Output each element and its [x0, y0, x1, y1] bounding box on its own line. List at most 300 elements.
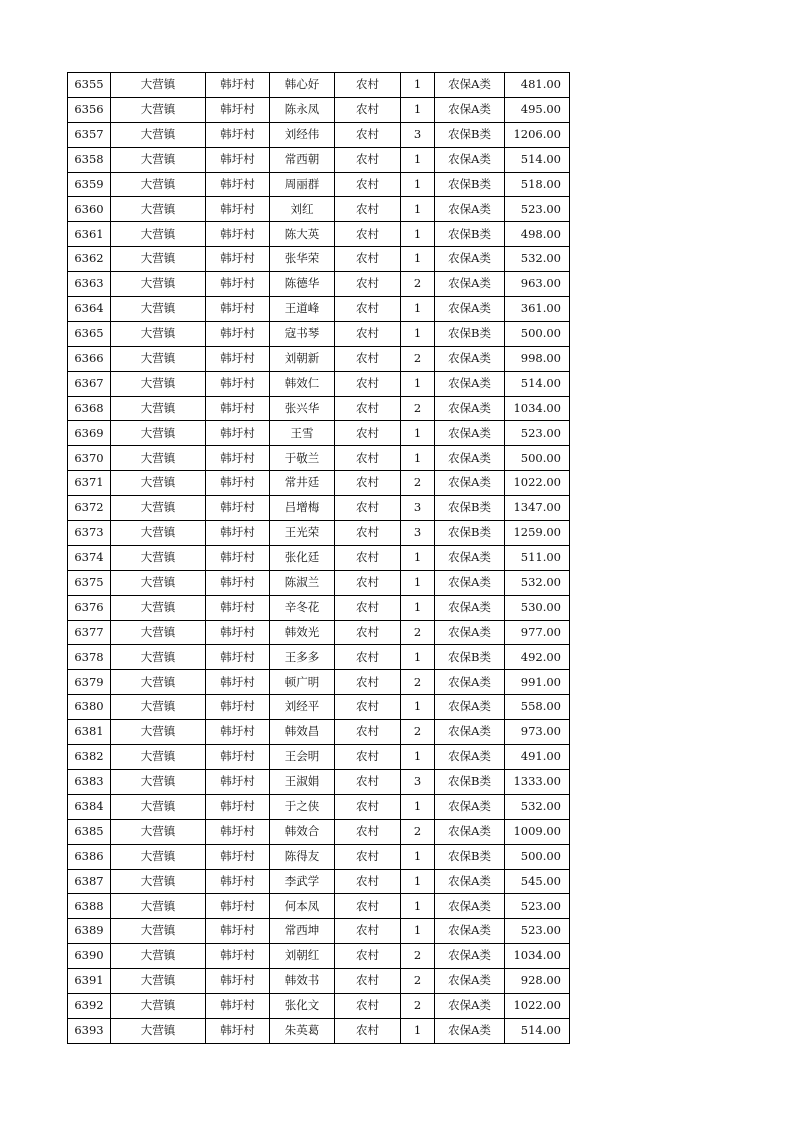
amount-cell: 523.00	[505, 919, 570, 944]
area-type-cell: 农村	[335, 844, 401, 869]
area-type-cell: 农村	[335, 969, 401, 994]
name-cell: 陈永凤	[270, 97, 335, 122]
village-cell: 韩圩村	[206, 396, 270, 421]
category-cell: 农保A类	[435, 371, 505, 396]
category-cell: 农保A类	[435, 695, 505, 720]
category-cell: 农保A类	[435, 147, 505, 172]
area-type-cell: 农村	[335, 147, 401, 172]
household-size-cell: 1	[401, 1018, 435, 1043]
area-type-cell: 农村	[335, 570, 401, 595]
town-cell: 大营镇	[111, 794, 206, 819]
serial-number-cell: 6362	[68, 247, 111, 272]
household-size-cell: 1	[401, 595, 435, 620]
serial-number-cell: 6364	[68, 297, 111, 322]
village-cell: 韩圩村	[206, 321, 270, 346]
village-cell: 韩圩村	[206, 197, 270, 222]
area-type-cell: 农村	[335, 496, 401, 521]
amount-cell: 481.00	[505, 73, 570, 98]
serial-number-cell: 6357	[68, 122, 111, 147]
household-size-cell: 1	[401, 73, 435, 98]
table-row	[68, 73, 570, 98]
household-size-cell: 2	[401, 944, 435, 969]
table-row	[68, 97, 570, 122]
village-cell: 韩圩村	[206, 521, 270, 546]
household-size-cell: 3	[401, 496, 435, 521]
table-row	[68, 869, 570, 894]
serial-number-cell: 6378	[68, 645, 111, 670]
town-cell: 大营镇	[111, 844, 206, 869]
table-row	[68, 297, 570, 322]
household-size-cell: 1	[401, 197, 435, 222]
table-row	[68, 122, 570, 147]
category-cell: 农保A类	[435, 297, 505, 322]
village-cell: 韩圩村	[206, 794, 270, 819]
household-size-cell: 2	[401, 969, 435, 994]
table-row	[68, 645, 570, 670]
serial-number-cell: 6384	[68, 794, 111, 819]
table-row	[68, 969, 570, 994]
household-size-cell: 1	[401, 919, 435, 944]
household-size-cell: 1	[401, 172, 435, 197]
town-cell: 大营镇	[111, 869, 206, 894]
household-size-cell: 1	[401, 645, 435, 670]
category-cell: 农保A类	[435, 97, 505, 122]
table-row	[68, 421, 570, 446]
town-cell: 大营镇	[111, 222, 206, 247]
amount-cell: 977.00	[505, 620, 570, 645]
household-size-cell: 3	[401, 122, 435, 147]
town-cell: 大营镇	[111, 471, 206, 496]
area-type-cell: 农村	[335, 446, 401, 471]
household-size-cell: 1	[401, 446, 435, 471]
town-cell: 大营镇	[111, 73, 206, 98]
town-cell: 大营镇	[111, 894, 206, 919]
area-type-cell: 农村	[335, 297, 401, 322]
serial-number-cell: 6383	[68, 769, 111, 794]
category-cell: 农保B类	[435, 172, 505, 197]
category-cell: 农保A类	[435, 446, 505, 471]
amount-cell: 514.00	[505, 147, 570, 172]
amount-cell: 1034.00	[505, 944, 570, 969]
household-size-cell: 1	[401, 97, 435, 122]
amount-cell: 991.00	[505, 670, 570, 695]
serial-number-cell: 6381	[68, 720, 111, 745]
household-size-cell: 1	[401, 894, 435, 919]
name-cell: 刘朝新	[270, 346, 335, 371]
category-cell: 农保A类	[435, 1018, 505, 1043]
village-cell: 韩圩村	[206, 272, 270, 297]
amount-cell: 523.00	[505, 421, 570, 446]
amount-cell: 558.00	[505, 695, 570, 720]
town-cell: 大营镇	[111, 745, 206, 770]
category-cell: 农保A类	[435, 421, 505, 446]
household-size-cell: 2	[401, 670, 435, 695]
serial-number-cell: 6359	[68, 172, 111, 197]
household-size-cell: 2	[401, 993, 435, 1018]
amount-cell: 1009.00	[505, 819, 570, 844]
town-cell: 大营镇	[111, 969, 206, 994]
household-size-cell: 1	[401, 321, 435, 346]
name-cell: 张华荣	[270, 247, 335, 272]
category-cell: 农保A类	[435, 993, 505, 1018]
name-cell: 常井廷	[270, 471, 335, 496]
household-size-cell: 1	[401, 421, 435, 446]
household-size-cell: 2	[401, 720, 435, 745]
town-cell: 大营镇	[111, 670, 206, 695]
serial-number-cell: 6390	[68, 944, 111, 969]
town-cell: 大营镇	[111, 570, 206, 595]
household-size-cell: 1	[401, 545, 435, 570]
town-cell: 大营镇	[111, 993, 206, 1018]
name-cell: 韩心好	[270, 73, 335, 98]
village-cell: 韩圩村	[206, 371, 270, 396]
area-type-cell: 农村	[335, 73, 401, 98]
category-cell: 农保A类	[435, 346, 505, 371]
serial-number-cell: 6385	[68, 819, 111, 844]
serial-number-cell: 6360	[68, 197, 111, 222]
category-cell: 农保A类	[435, 745, 505, 770]
amount-cell: 492.00	[505, 645, 570, 670]
area-type-cell: 农村	[335, 346, 401, 371]
village-cell: 韩圩村	[206, 421, 270, 446]
table-row	[68, 993, 570, 1018]
serial-number-cell: 6373	[68, 521, 111, 546]
category-cell: 农保A类	[435, 819, 505, 844]
amount-cell: 928.00	[505, 969, 570, 994]
area-type-cell: 农村	[335, 471, 401, 496]
area-type-cell: 农村	[335, 695, 401, 720]
category-cell: 农保B类	[435, 321, 505, 346]
household-size-cell: 2	[401, 819, 435, 844]
household-size-cell: 1	[401, 745, 435, 770]
area-type-cell: 农村	[335, 819, 401, 844]
household-size-cell: 1	[401, 844, 435, 869]
household-size-cell: 1	[401, 247, 435, 272]
town-cell: 大营镇	[111, 545, 206, 570]
serial-number-cell: 6391	[68, 969, 111, 994]
household-size-cell: 2	[401, 396, 435, 421]
serial-number-cell: 6374	[68, 545, 111, 570]
name-cell: 顿广明	[270, 670, 335, 695]
category-cell: 农保A类	[435, 969, 505, 994]
town-cell: 大营镇	[111, 321, 206, 346]
town-cell: 大营镇	[111, 122, 206, 147]
household-size-cell: 2	[401, 471, 435, 496]
name-cell: 张兴华	[270, 396, 335, 421]
village-cell: 韩圩村	[206, 471, 270, 496]
table-row	[68, 147, 570, 172]
serial-number-cell: 6376	[68, 595, 111, 620]
table-row	[68, 819, 570, 844]
town-cell: 大营镇	[111, 247, 206, 272]
serial-number-cell: 6363	[68, 272, 111, 297]
table-row	[68, 944, 570, 969]
name-cell: 于敬兰	[270, 446, 335, 471]
category-cell: 农保A类	[435, 471, 505, 496]
town-cell: 大营镇	[111, 1018, 206, 1043]
area-type-cell: 农村	[335, 521, 401, 546]
table-row	[68, 570, 570, 595]
name-cell: 辛冬花	[270, 595, 335, 620]
table-row	[68, 172, 570, 197]
name-cell: 王会明	[270, 745, 335, 770]
category-cell: 农保A类	[435, 272, 505, 297]
household-size-cell: 1	[401, 794, 435, 819]
town-cell: 大营镇	[111, 297, 206, 322]
town-cell: 大营镇	[111, 197, 206, 222]
name-cell: 刘经伟	[270, 122, 335, 147]
amount-cell: 532.00	[505, 570, 570, 595]
area-type-cell: 农村	[335, 1018, 401, 1043]
serial-number-cell: 6388	[68, 894, 111, 919]
serial-number-cell: 6369	[68, 421, 111, 446]
name-cell: 韩效昌	[270, 720, 335, 745]
village-cell: 韩圩村	[206, 247, 270, 272]
serial-number-cell: 6361	[68, 222, 111, 247]
town-cell: 大营镇	[111, 645, 206, 670]
town-cell: 大营镇	[111, 172, 206, 197]
area-type-cell: 农村	[335, 944, 401, 969]
village-cell: 韩圩村	[206, 545, 270, 570]
amount-cell: 511.00	[505, 545, 570, 570]
village-cell: 韩圩村	[206, 73, 270, 98]
name-cell: 张化廷	[270, 545, 335, 570]
household-size-cell: 1	[401, 147, 435, 172]
table-row	[68, 247, 570, 272]
category-cell: 农保A类	[435, 720, 505, 745]
amount-cell: 532.00	[505, 794, 570, 819]
category-cell: 农保A类	[435, 197, 505, 222]
household-size-cell: 1	[401, 297, 435, 322]
data-table	[67, 72, 570, 1044]
village-cell: 韩圩村	[206, 122, 270, 147]
serial-number-cell: 6393	[68, 1018, 111, 1043]
serial-number-cell: 6389	[68, 919, 111, 944]
village-cell: 韩圩村	[206, 844, 270, 869]
area-type-cell: 农村	[335, 122, 401, 147]
name-cell: 朱英葛	[270, 1018, 335, 1043]
village-cell: 韩圩村	[206, 819, 270, 844]
name-cell: 王雪	[270, 421, 335, 446]
serial-number-cell: 6365	[68, 321, 111, 346]
table-row	[68, 695, 570, 720]
amount-cell: 545.00	[505, 869, 570, 894]
name-cell: 陈淑兰	[270, 570, 335, 595]
town-cell: 大营镇	[111, 819, 206, 844]
name-cell: 韩效书	[270, 969, 335, 994]
household-size-cell: 1	[401, 371, 435, 396]
village-cell: 韩圩村	[206, 919, 270, 944]
name-cell: 刘经平	[270, 695, 335, 720]
amount-cell: 495.00	[505, 97, 570, 122]
village-cell: 韩圩村	[206, 620, 270, 645]
area-type-cell: 农村	[335, 794, 401, 819]
table-row	[68, 446, 570, 471]
amount-cell: 1022.00	[505, 471, 570, 496]
category-cell: 农保A类	[435, 545, 505, 570]
area-type-cell: 农村	[335, 869, 401, 894]
village-cell: 韩圩村	[206, 496, 270, 521]
serial-number-cell: 6387	[68, 869, 111, 894]
table-row	[68, 371, 570, 396]
town-cell: 大营镇	[111, 769, 206, 794]
village-cell: 韩圩村	[206, 147, 270, 172]
name-cell: 常西坤	[270, 919, 335, 944]
category-cell: 农保B类	[435, 769, 505, 794]
table-row	[68, 272, 570, 297]
amount-cell: 514.00	[505, 1018, 570, 1043]
table-row	[68, 620, 570, 645]
category-cell: 农保A类	[435, 396, 505, 421]
category-cell: 农保A类	[435, 869, 505, 894]
name-cell: 陈得友	[270, 844, 335, 869]
town-cell: 大营镇	[111, 147, 206, 172]
table-row	[68, 595, 570, 620]
area-type-cell: 农村	[335, 769, 401, 794]
serial-number-cell: 6379	[68, 670, 111, 695]
village-cell: 韩圩村	[206, 944, 270, 969]
area-type-cell: 农村	[335, 745, 401, 770]
category-cell: 农保A类	[435, 944, 505, 969]
name-cell: 韩效仁	[270, 371, 335, 396]
area-type-cell: 农村	[335, 595, 401, 620]
name-cell: 韩效光	[270, 620, 335, 645]
village-cell: 韩圩村	[206, 570, 270, 595]
amount-cell: 500.00	[505, 446, 570, 471]
town-cell: 大营镇	[111, 496, 206, 521]
serial-number-cell: 6368	[68, 396, 111, 421]
area-type-cell: 农村	[335, 993, 401, 1018]
amount-cell: 1347.00	[505, 496, 570, 521]
village-cell: 韩圩村	[206, 670, 270, 695]
serial-number-cell: 6375	[68, 570, 111, 595]
category-cell: 农保B类	[435, 844, 505, 869]
town-cell: 大营镇	[111, 521, 206, 546]
area-type-cell: 农村	[335, 321, 401, 346]
table-row	[68, 844, 570, 869]
household-size-cell: 1	[401, 695, 435, 720]
table-row	[68, 720, 570, 745]
name-cell: 张化文	[270, 993, 335, 1018]
town-cell: 大营镇	[111, 720, 206, 745]
amount-cell: 500.00	[505, 844, 570, 869]
name-cell: 王光荣	[270, 521, 335, 546]
table-row	[68, 745, 570, 770]
amount-cell: 514.00	[505, 371, 570, 396]
name-cell: 王道峰	[270, 297, 335, 322]
area-type-cell: 农村	[335, 720, 401, 745]
serial-number-cell: 6392	[68, 993, 111, 1018]
area-type-cell: 农村	[335, 371, 401, 396]
category-cell: 农保A类	[435, 670, 505, 695]
table-row	[68, 1018, 570, 1043]
amount-cell: 998.00	[505, 346, 570, 371]
category-cell: 农保B类	[435, 645, 505, 670]
village-cell: 韩圩村	[206, 645, 270, 670]
category-cell: 农保A类	[435, 595, 505, 620]
name-cell: 常西朝	[270, 147, 335, 172]
household-size-cell: 3	[401, 521, 435, 546]
area-type-cell: 农村	[335, 670, 401, 695]
name-cell: 周丽群	[270, 172, 335, 197]
category-cell: 农保A类	[435, 247, 505, 272]
area-type-cell: 农村	[335, 197, 401, 222]
table-row	[68, 894, 570, 919]
category-cell: 农保B类	[435, 222, 505, 247]
category-cell: 农保B类	[435, 122, 505, 147]
amount-cell: 1206.00	[505, 122, 570, 147]
town-cell: 大营镇	[111, 421, 206, 446]
serial-number-cell: 6367	[68, 371, 111, 396]
category-cell: 农保A类	[435, 794, 505, 819]
town-cell: 大营镇	[111, 371, 206, 396]
area-type-cell: 农村	[335, 545, 401, 570]
village-cell: 韩圩村	[206, 222, 270, 247]
area-type-cell: 农村	[335, 97, 401, 122]
serial-number-cell: 6370	[68, 446, 111, 471]
amount-cell: 1034.00	[505, 396, 570, 421]
town-cell: 大营镇	[111, 620, 206, 645]
table-row	[68, 496, 570, 521]
table-row	[68, 794, 570, 819]
village-cell: 韩圩村	[206, 172, 270, 197]
village-cell: 韩圩村	[206, 720, 270, 745]
name-cell: 吕增梅	[270, 496, 335, 521]
table-row	[68, 471, 570, 496]
serial-number-cell: 6366	[68, 346, 111, 371]
amount-cell: 498.00	[505, 222, 570, 247]
household-size-cell: 2	[401, 346, 435, 371]
name-cell: 陈德华	[270, 272, 335, 297]
name-cell: 李武学	[270, 869, 335, 894]
serial-number-cell: 6358	[68, 147, 111, 172]
serial-number-cell: 6377	[68, 620, 111, 645]
area-type-cell: 农村	[335, 894, 401, 919]
household-size-cell: 1	[401, 222, 435, 247]
amount-cell: 963.00	[505, 272, 570, 297]
household-size-cell: 2	[401, 620, 435, 645]
serial-number-cell: 6356	[68, 97, 111, 122]
area-type-cell: 农村	[335, 620, 401, 645]
name-cell: 寇书琴	[270, 321, 335, 346]
village-cell: 韩圩村	[206, 446, 270, 471]
category-cell: 农保A类	[435, 73, 505, 98]
village-cell: 韩圩村	[206, 894, 270, 919]
table-row	[68, 670, 570, 695]
table-row	[68, 396, 570, 421]
amount-cell: 491.00	[505, 745, 570, 770]
village-cell: 韩圩村	[206, 745, 270, 770]
serial-number-cell: 6372	[68, 496, 111, 521]
area-type-cell: 农村	[335, 919, 401, 944]
category-cell: 农保B类	[435, 521, 505, 546]
village-cell: 韩圩村	[206, 695, 270, 720]
village-cell: 韩圩村	[206, 869, 270, 894]
amount-cell: 532.00	[505, 247, 570, 272]
town-cell: 大营镇	[111, 919, 206, 944]
table-body	[68, 73, 570, 1044]
village-cell: 韩圩村	[206, 969, 270, 994]
village-cell: 韩圩村	[206, 595, 270, 620]
table-row	[68, 521, 570, 546]
area-type-cell: 农村	[335, 396, 401, 421]
amount-cell: 973.00	[505, 720, 570, 745]
village-cell: 韩圩村	[206, 1018, 270, 1043]
area-type-cell: 农村	[335, 272, 401, 297]
serial-number-cell: 6380	[68, 695, 111, 720]
household-size-cell: 2	[401, 272, 435, 297]
household-size-cell: 3	[401, 769, 435, 794]
